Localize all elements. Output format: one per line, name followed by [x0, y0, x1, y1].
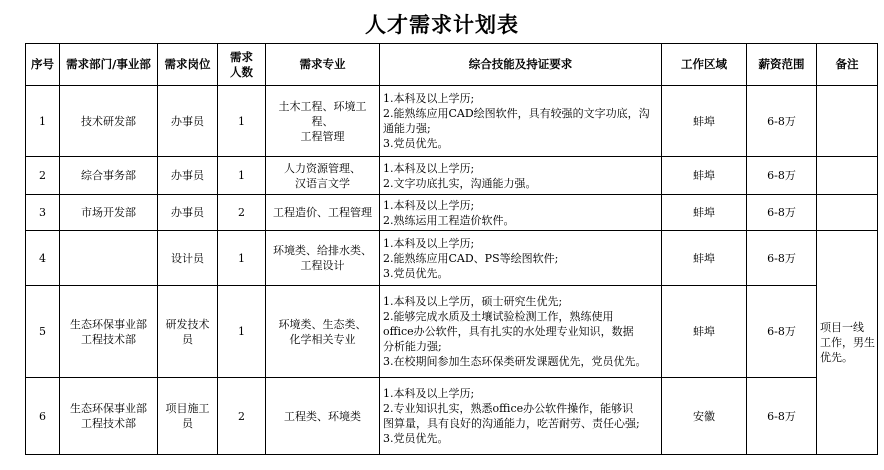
cell-req [380, 86, 662, 157]
req-line: 1.本科及以上学历; [383, 92, 475, 105]
req-line: 2.能熟练应用CAD、PS等绘图软件; [383, 251, 559, 265]
req-line: 通能力强; [383, 122, 431, 135]
cell-no: 3 [26, 195, 60, 231]
cell-count: 2 [218, 378, 266, 455]
table-row [26, 378, 878, 455]
cell-major [266, 378, 380, 455]
cell-no: 4 [26, 231, 60, 286]
req-line: 2.能熟练应用CAD绘图软件，具有较强的文字功底，沟 [383, 107, 650, 120]
req-line: 2.能够完成水质及土壤试验检测工作，熟练使用 [383, 310, 614, 323]
req-line: 分析能力强; [383, 340, 442, 353]
cell-dept [60, 231, 158, 286]
cell-dept: 市场开发部 [60, 195, 158, 231]
major-line: 环境类、生态类、 [278, 317, 367, 331]
cell-post: 设计员 [158, 231, 218, 286]
cell-req [380, 231, 662, 286]
table-row [26, 86, 878, 157]
header-row [26, 44, 878, 86]
note-line: 项目一线 [820, 321, 864, 334]
cell-post: 办事员 [158, 157, 218, 195]
cell-count: 1 [218, 286, 266, 378]
req-line: office办公软件，具有扎实的水处理专业知识，数据 [383, 325, 634, 338]
page-title: 人才需求计划表 [365, 12, 519, 37]
req-line: 2.熟练运用工程造价软件。 [383, 213, 515, 227]
cell-area: 蚌埠 [662, 286, 747, 378]
cell-post: 办事员 [158, 195, 218, 231]
header-dept: 需求部门/事业部 [60, 44, 158, 86]
cell-req [380, 157, 662, 195]
major-line: 工程类、环境类 [284, 409, 361, 423]
cell-post [158, 378, 218, 455]
cell-area: 蚌埠 [662, 86, 747, 157]
cell-count: 1 [218, 231, 266, 286]
major-line: 人力资源管理、 [284, 161, 361, 175]
major-line: 汉语言文学 [295, 176, 350, 190]
cell-note [817, 86, 878, 157]
cell-no: 2 [26, 157, 60, 195]
header-area: 工作区域 [662, 44, 747, 86]
dept-line: 生态环保事业部 [70, 317, 147, 331]
note-line: 优先。 [820, 351, 853, 364]
cell-dept [60, 378, 158, 455]
cell-post: 办事员 [158, 86, 218, 157]
post-line: 员 [182, 332, 193, 346]
req-line: 2.文字功底扎实，沟通能力强。 [383, 176, 537, 190]
cell-major [266, 231, 380, 286]
req-line: 3.党员优先。 [383, 266, 449, 280]
header-salary: 薪资范围 [747, 44, 817, 86]
cell-req [380, 195, 662, 231]
req-line: 1.本科及以上学历; [383, 161, 475, 175]
cell-no: 5 [26, 286, 60, 378]
cell-salary: 6-8万 [747, 231, 817, 286]
cell-major [266, 157, 380, 195]
major-line: 工程造价、工程管理 [273, 206, 372, 219]
req-line: 3.党员优先。 [383, 137, 449, 150]
major-line: 化学相关专业 [289, 332, 356, 346]
cell-req [380, 286, 662, 378]
cell-area: 安徽 [662, 378, 747, 455]
req-line: 1.本科及以上学历; [383, 387, 475, 400]
cell-no: 1 [26, 86, 60, 157]
cell-post [158, 286, 218, 378]
cell-count: 1 [218, 86, 266, 157]
cell-dept [60, 286, 158, 378]
cell-note [817, 157, 878, 195]
req-line: 1.本科及以上学历; [383, 198, 475, 212]
cell-salary: 6-8万 [747, 86, 817, 157]
header-post: 需求岗位 [158, 44, 218, 86]
cell-note-merged [817, 231, 878, 455]
header-note: 备注 [817, 44, 878, 86]
header-count-line: 人数 [230, 64, 253, 79]
cell-dept: 综合事务部 [60, 157, 158, 195]
req-line: 1.本科及以上学历，硕士研究生优先; [383, 295, 563, 308]
cell-major [266, 286, 380, 378]
cell-count: 2 [218, 195, 266, 231]
req-line: 3.党员优先。 [383, 432, 449, 445]
cell-salary: 6-8万 [747, 286, 817, 378]
table-row [26, 195, 878, 231]
cell-major [266, 195, 380, 231]
cell-salary: 6-8万 [747, 378, 817, 455]
cell-req [380, 378, 662, 455]
req-line: 1.本科及以上学历; [383, 236, 475, 250]
cell-count: 1 [218, 157, 266, 195]
req-line: 2.专业知识扎实，熟悉office办公软件操作，能够识 [383, 402, 634, 415]
req-line: 图算量，具有良好的沟通能力，吃苦耐劳、责任心强; [383, 417, 640, 430]
cell-salary: 6-8万 [747, 157, 817, 195]
cell-no: 6 [26, 378, 60, 455]
dept-line: 生态环保事业部 [70, 402, 147, 415]
cell-dept: 技术研发部 [60, 86, 158, 157]
post-line: 项目施工 [165, 402, 210, 415]
cell-note [817, 195, 878, 231]
cell-area: 蚌埠 [662, 157, 747, 195]
header-count-line: 需求 [230, 49, 253, 64]
post-line: 员 [182, 417, 193, 430]
header-no: 序号 [26, 44, 60, 86]
header-major: 需求专业 [266, 44, 380, 86]
cell-area: 蚌埠 [662, 195, 747, 231]
dept-line: 工程技术部 [81, 332, 136, 346]
table-row [26, 231, 878, 286]
header-req: 综合技能及持证要求 [380, 44, 662, 86]
note-line: 工作，男生 [820, 336, 875, 349]
table-row [26, 157, 878, 195]
post-line: 研发技术 [165, 317, 210, 331]
talent-demand-table [25, 43, 878, 455]
major-line: 工程管理 [300, 129, 345, 143]
req-line: 3.在校期间参加生态环保类研发课题优先，党员优先。 [383, 355, 647, 368]
major-line: 环境类、给排水类、 [273, 244, 372, 257]
major-line: 工程设计 [300, 259, 345, 272]
cell-area: 蚌埠 [662, 231, 747, 286]
cell-salary: 6-8万 [747, 195, 817, 231]
header-count [218, 44, 266, 86]
major-line: 土木工程、环境工程、 [278, 99, 367, 128]
table-row [26, 286, 878, 378]
dept-line: 工程技术部 [81, 417, 136, 430]
cell-major [266, 86, 380, 157]
